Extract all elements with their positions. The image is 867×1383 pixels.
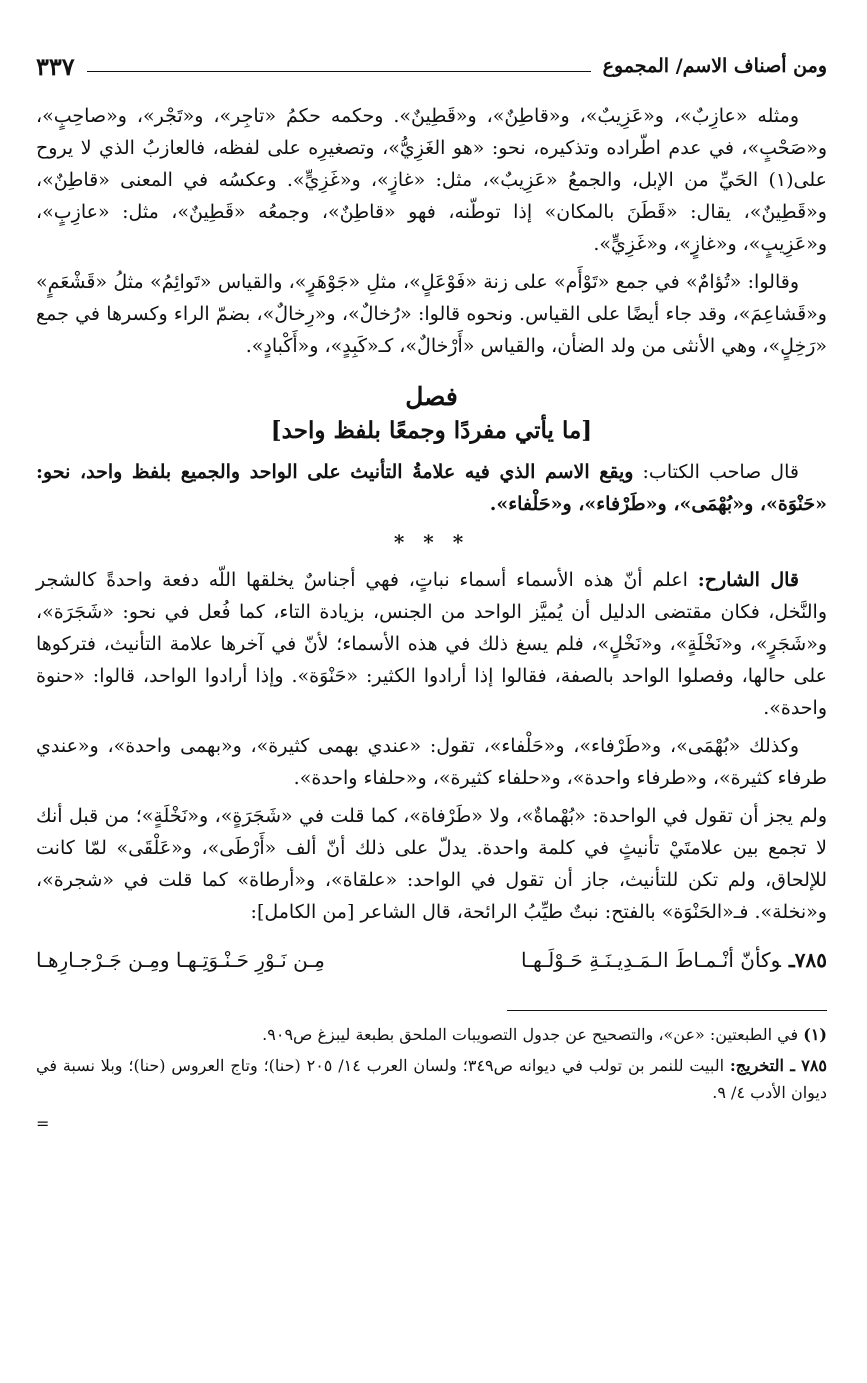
author-lead: قال صاحب الكتاب: [633,461,799,483]
footnote-1-mark: (١) [803,1025,827,1044]
body-text [36,100,827,976]
verse-first-text: وكأنّ أنْـمـاطَ الـمَـدِيـنَـةِ حَـوْلَـهـا [521,948,781,972]
paragraph-author-statement [36,456,827,520]
verse-number: ٧٨٥ـ [788,948,827,972]
footnote-rule [507,1010,827,1011]
verse-second-hemistich: مِـن نَـوْرِ حَـنْـوَتِـهـا ومِـن جَـرْجـارِهـا [36,948,325,972]
paragraph-1: ومثله «عازِبٌ»، و«عَزِيبٌ»، و«قاطِنٌ»، و«قَطِينٌ». وحكمه حكمُ «تاجِر»، و«تَجْر»، و«صاحِبٍ»، و«صَحْبٍ»، في عدم اطّراده وتذكيره، نحو: «هو الغَزِيُّ»، وتصغيرِه على لفظه، فالعازبُ الذي لا يروح على(١) الحَيِّ من الإبل، والجمعُ «عَزِيبٌ»، مثل: «غازٍ»، و«غَزِيٍّ». وعكسُه في المعنى «قاطِنٌ»، و«قَطِينٌ»، يقال: «قَطَنَ بالمكان» إذا توطّنه، فهو «قاطِنٌ»، وجمعُه «قَطِينٌ»، مثل: «عازِبٍ»، و«عَزِيبٍ»، و«غازٍ»، و«غَزِيٍّ». [36,105,827,255]
paragraph-2: وقالوا: «تُؤامٌ» في جمع «تَوْأَم» على زنة «فَوْعَلٍ»، مثلِ «جَوْهَرٍ»، والقياس «تَوائِمُ» مثلُ «قَشْعَمٍ» و«قَشاعِمَ»، وقد جاء أيضًا على القياس. ونحوه قالوا: «رُخالٌ»، و«رِخالٌ»، بضمّ الراء وكسرها في جمع «رَخِلٍ»، وهي الأنثى من ولد الضأن، والقياس «أَرْخالٌ»، كـ«كَبِدٍ»، و«أَكْبادٍ». [36,271,827,357]
verse-first-hemistich [521,944,827,976]
running-title: ومن أصناف الاسم/ المجموع [602,55,827,77]
page-number: ٣٣٧ [36,51,75,81]
author-quote: ويقع الاسم الذي فيه علامةُ التأنيث على الواحد والجميع بلفظ واحد، نحو: «حَنْوَة»، و«بُهْمَى»، و«طَرْفاء»، و«حَلْفاء». [36,461,827,515]
signature-mark: = [36,1114,50,1133]
paragraph-commentary [36,564,827,724]
footnote-takhrij-mark: ٧٨٥ ـ التخريج: [729,1056,828,1075]
footnotes [36,1021,827,1137]
separator-stars: * * * [393,530,470,554]
footnote-takhrij [36,1052,827,1106]
commentator-lead: قال الشارح: [697,569,799,591]
paragraph-5: وكذلك «بُهْمَى»، و«طَرْفاء»، و«حَلْفاء»، تقول: «عندي بهمى كثيرة»، و«بهمى واحدة»، و«عندي طرفاء كثيرة»، و«طرفاء واحدة»، و«حلفاء كثيرة»، و«حلفاء واحدة». [36,735,827,789]
poetry-verse [36,944,827,976]
paragraph-6: ولم يجز أن تقول في الواحدة: «بُهْماةٌ»، ولا «طَرْفاة»، كما قلت في «شَجَرَةٍ»، و«نَخْلَةٍ»؛ من قبل أنك لا تجمع بين علامتَيْ تأنيثٍ في كلمة واحدة. يدلّ على ذلك أنّ ألف «أَرْطَى»، و«عَلْقَى» لمّا كانت للإلحاق، ولم تكن للتأنيث، جاز أن تقول في الواحد: «علقاة»، و«أرطاة» كما قلت في «شجرة»، و«نخلة». فـ«الحَنْوَة» بالفتح: نبتٌ طيِّبُ الرائحة، قال الشاعر [من الكامل]: [36,805,827,923]
footnote-takhrij-text: البيت للنمر بن تولب في ديوانه ص٣٤٩؛ ولسان العرب ١٤/ ٢٠٥ (حنا)؛ وتاج العروس (حنا)؛ وبلا نسبة في ديوان الأدب ٤/ ٩. [36,1056,827,1102]
section-title: فصل [405,382,458,411]
section-subtitle: [ما يأتي مفردًا وجمعًا بلفظ واحد] [270,417,593,444]
page-header [36,46,827,86]
footnote-1 [36,1021,827,1048]
header-rule [87,71,591,72]
commentary-text: اعلم أنّ هذه الأسماء أسماء نباتٍ، فهي أجناسٌ يخلقها اللّه دفعة واحدةً كالشجر والنَّخل، فكان مقتضى الدليل أن يُميَّز الواحد من الجنس، بزيادة التاء، كما فُعل في نحو: «شَجَرَة»، و«شَجَرٍ»، و«نَخْلَةٍ»، و«نَخْلٍ»، فلم يسغ ذلك في هذه الأسماء؛ لأنّ في آخرها علامة التأنيث، فتركوها على حالها، وفصلوا الواحد بالصفة، فقالوا إذا أرادوا الكثير: «حَنْوَة». وإذا أرادوا الواحد، قالوا: «حنوة واحدة». [36,569,827,719]
footnote-1-text: في الطبعتين: «عن»، والتصحيح عن جدول التصويبات الملحق بطبعة ليبزغ ص٩٠٩. [262,1025,804,1044]
